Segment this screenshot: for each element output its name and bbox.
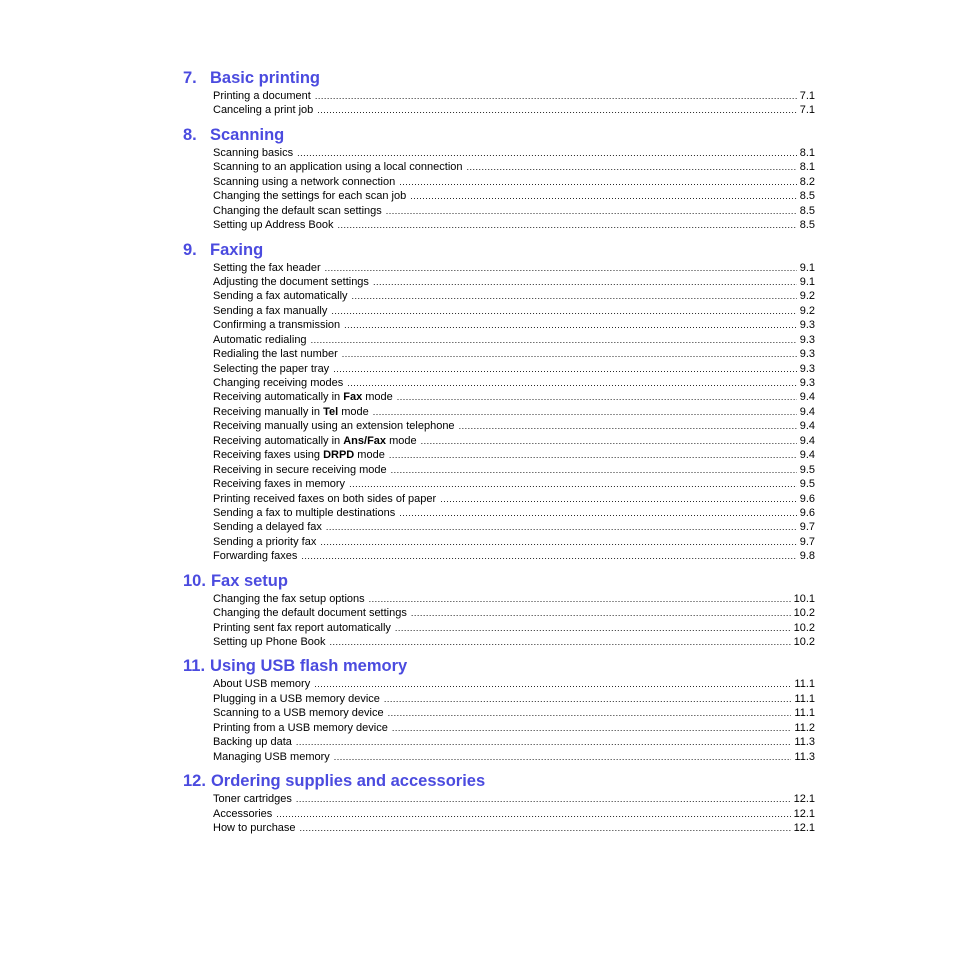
page-number: 11.3: [794, 736, 815, 749]
entry-label: [213, 218, 333, 232]
dot-leader: [296, 792, 791, 806]
dot-leader: [421, 434, 797, 448]
entry-mode-name: Ans/Fax: [343, 434, 387, 447]
section-title: Basic printing: [210, 69, 321, 87]
toc-section: [183, 123, 815, 233]
toc-entry[interactable]: [213, 621, 815, 635]
page-number: 8.5: [799, 204, 815, 217]
toc-entry[interactable]: [213, 606, 815, 620]
page-number: 12.1: [793, 821, 815, 834]
section-title: Fax setup: [210, 571, 288, 590]
page-number: 9.8: [799, 550, 815, 563]
entry-label: [213, 621, 391, 635]
entry-text: Changing the settings for each scan job: [213, 190, 407, 203]
entry-text: Sending a fax manually: [213, 304, 328, 317]
toc-entry[interactable]: [213, 275, 815, 289]
dot-leader: [389, 448, 797, 462]
page-number: 9.4: [799, 405, 815, 418]
toc-entry[interactable]: [213, 706, 815, 720]
entry-label: [213, 750, 330, 764]
page-number: 7.1: [799, 90, 815, 102]
entry-label: [213, 405, 369, 419]
entry-label: [213, 275, 369, 289]
entry-text: Scanning to an application using a local connection: [213, 161, 463, 174]
toc-entry[interactable]: [213, 535, 815, 549]
entry-label: [213, 448, 385, 462]
dot-leader: [317, 103, 796, 117]
toc-entry[interactable]: [213, 333, 815, 347]
dot-leader: [347, 376, 796, 390]
toc-entry[interactable]: [213, 362, 815, 376]
section-heading[interactable]: [183, 569, 815, 593]
entry-text: Changing the default document settings: [213, 607, 407, 620]
entry-label: [213, 506, 395, 520]
dot-leader: [301, 549, 796, 563]
dot-leader: [373, 275, 797, 289]
page-number: 9.4: [799, 391, 815, 404]
dot-leader: [334, 750, 792, 764]
page-number: 9.4: [799, 420, 815, 433]
dot-leader: [440, 492, 797, 506]
toc-entry[interactable]: [213, 692, 815, 706]
dot-leader: [395, 621, 791, 635]
toc-entry[interactable]: [213, 89, 815, 103]
dot-leader: [296, 735, 792, 749]
toc-entry[interactable]: [213, 448, 815, 462]
dot-leader: [342, 347, 797, 361]
entry-text: Sending a priority fax: [213, 535, 317, 548]
entry-text: Sending a delayed fax: [213, 521, 322, 534]
toc-entry[interactable]: [213, 318, 815, 332]
section-number: 9.: [183, 240, 197, 259]
entry-label: [213, 160, 463, 174]
entry-label: [213, 347, 338, 361]
entry-text: Accessories: [213, 807, 273, 820]
entry-label: [213, 318, 340, 332]
page-number: 9.2: [799, 290, 815, 303]
toc-entry[interactable]: [213, 218, 815, 232]
toc-section: [183, 238, 815, 564]
entry-text: Printing from a USB memory device: [213, 721, 388, 734]
entry-label: [213, 606, 407, 620]
dot-leader: [349, 477, 797, 491]
dot-leader: [315, 89, 797, 103]
page-number: 11.2: [794, 721, 815, 734]
entry-text: Toner cartridges: [213, 793, 292, 806]
dot-leader: [325, 261, 797, 275]
entry-text: Changing the fax setup options: [213, 592, 365, 605]
section-number: 11.: [183, 657, 206, 676]
entry-label: [213, 261, 321, 275]
dot-leader: [467, 160, 797, 174]
toc-entry[interactable]: [213, 477, 815, 491]
entry-label: [213, 362, 329, 376]
toc-entry[interactable]: [213, 189, 815, 203]
toc-entry[interactable]: [213, 721, 815, 735]
page-number: 9.7: [799, 521, 815, 534]
entry-label: [213, 175, 395, 189]
page-number: 9.5: [799, 463, 815, 476]
entry-text: Sending a fax to multiple destinations: [213, 506, 396, 519]
toc-entry[interactable]: [213, 204, 815, 218]
page-number: 11.1: [794, 692, 815, 705]
page-number: 10.2: [793, 636, 815, 648]
entry-text: Confirming a transmission: [213, 319, 341, 332]
toc-entry[interactable]: [213, 419, 815, 433]
entry-text: Receiving automatically in: [213, 434, 344, 447]
page-number: 9.1: [799, 261, 815, 274]
page-number: 9.3: [799, 319, 815, 332]
entry-text: About USB memory: [213, 678, 311, 691]
toc-entry[interactable]: [213, 677, 815, 691]
page-number: 9.5: [799, 478, 815, 491]
section-number: 12.: [183, 772, 206, 791]
toc-entry[interactable]: [213, 103, 815, 117]
toc-entry[interactable]: [213, 434, 815, 448]
entry-text: Selecting the paper tray: [213, 362, 330, 375]
page-number: 9.6: [799, 506, 815, 519]
page-number: 8.2: [799, 175, 815, 188]
toc-entry[interactable]: [213, 520, 815, 534]
dot-leader: [373, 405, 797, 419]
dot-leader: [386, 204, 797, 218]
entry-label: [213, 692, 380, 706]
toc-section: [183, 769, 815, 835]
section-title: Using USB flash memory: [210, 657, 408, 676]
entry-text: Printing received faxes on both sides of paper: [213, 492, 437, 505]
dot-leader: [276, 807, 790, 821]
entry-text: Changing receiving modes: [213, 377, 344, 389]
page-number: 11.3: [794, 750, 815, 763]
entry-text: Setting up Address Book: [213, 219, 334, 232]
entry-text-suffix: mode: [338, 405, 369, 418]
entry-text: Printing a document: [213, 90, 311, 102]
page-number: 9.6: [799, 492, 815, 505]
entry-text: Receiving manually using an extension telephone: [213, 420, 455, 433]
page-number: 7.1: [799, 104, 815, 117]
entry-label: [213, 821, 296, 835]
toc-section: [183, 66, 815, 118]
section-number: 10.: [183, 571, 206, 590]
page-number: 9.2: [799, 304, 815, 317]
section-title: Scanning: [210, 125, 285, 144]
entry-label: [213, 677, 310, 691]
page-number: 11.1: [794, 707, 815, 720]
page-number: 9.1: [799, 275, 815, 288]
entry-mode-name: DRPD: [323, 449, 355, 462]
toc-entry[interactable]: [213, 821, 815, 835]
dot-leader: [397, 390, 797, 404]
entry-text-suffix: mode: [354, 449, 385, 462]
entry-label: [213, 333, 307, 347]
dot-leader: [320, 535, 796, 549]
toc-entry[interactable]: [213, 376, 815, 390]
entry-text-suffix: mode: [362, 391, 393, 404]
section-number: 8.: [183, 125, 197, 144]
entry-label: [213, 89, 311, 103]
page-number: 9.3: [799, 377, 815, 389]
table-of-contents: [183, 66, 815, 840]
section-heading[interactable]: [183, 654, 815, 678]
page-number: 10.1: [793, 592, 815, 605]
entry-label: [213, 735, 292, 749]
section-heading[interactable]: [183, 123, 815, 147]
toc-entry[interactable]: [213, 146, 815, 160]
toc-entry[interactable]: [213, 807, 815, 821]
dot-leader: [337, 218, 796, 232]
section-title: Ordering supplies and accessories: [210, 772, 486, 791]
entry-label: [213, 434, 417, 448]
toc-entry[interactable]: [213, 390, 815, 404]
entry-text: Receiving in secure receiving mode: [213, 463, 387, 476]
toc-entry[interactable]: [213, 735, 815, 749]
toc-entry[interactable]: [213, 549, 815, 563]
toc-entry[interactable]: [213, 261, 815, 275]
dot-leader: [399, 175, 796, 189]
entry-text: Scanning basics: [213, 146, 294, 159]
toc-entry[interactable]: [213, 592, 815, 606]
entry-text: Printing sent fax report automatically: [213, 621, 391, 634]
toc-entry[interactable]: [213, 792, 815, 806]
toc-section: [183, 569, 815, 650]
toc-entry[interactable]: [213, 347, 815, 361]
section-title: Faxing: [210, 240, 264, 259]
entry-text: Setting up Phone Book: [213, 636, 326, 648]
entry-text-suffix: mode: [386, 434, 417, 447]
page-number: 9.3: [799, 348, 815, 361]
page-number: 8.1: [799, 161, 815, 174]
dot-leader: [384, 692, 791, 706]
entry-text: Forwarding faxes: [213, 550, 298, 563]
dot-leader: [344, 318, 797, 332]
dot-leader: [314, 677, 791, 691]
entry-text: Receiving faxes in memory: [213, 478, 346, 491]
dot-leader: [333, 362, 797, 376]
entry-text: Receiving automatically in: [213, 391, 344, 404]
dot-leader: [311, 333, 797, 347]
page-number: 9.4: [799, 449, 815, 462]
entry-text: Setting the fax header: [213, 261, 321, 274]
section-heading[interactable]: [183, 769, 815, 793]
toc-section: [183, 654, 815, 764]
dot-leader: [392, 721, 792, 735]
entry-text: Canceling a print job: [213, 104, 314, 117]
dot-leader: [369, 592, 791, 606]
section-heading[interactable]: [183, 238, 815, 262]
entry-text: Scanning using a network connection: [213, 175, 396, 188]
toc-entry[interactable]: [213, 160, 815, 174]
entry-mode-name: Tel: [323, 405, 339, 418]
dot-leader: [388, 706, 792, 720]
entry-label: [213, 304, 327, 318]
entry-text: How to purchase: [213, 821, 296, 834]
page-number: 9.3: [799, 333, 815, 346]
toc-entry[interactable]: [213, 635, 815, 649]
entry-text: Changing the default scan settings: [213, 204, 382, 217]
toc-entry[interactable]: [213, 304, 815, 318]
entry-mode-name: Fax: [343, 391, 363, 404]
dot-leader: [352, 289, 797, 303]
entry-text: Scanning to a USB memory device: [213, 707, 384, 720]
entry-label: [213, 376, 343, 390]
entry-label: [213, 419, 455, 433]
entry-label: [213, 635, 326, 649]
toc-entry[interactable]: [213, 506, 815, 520]
entry-label: [213, 706, 384, 720]
entry-text: Automatic redialing: [213, 333, 307, 346]
entry-label: [213, 390, 393, 404]
entry-label: [213, 189, 406, 203]
page-number: 9.4: [799, 434, 815, 447]
entry-label: [213, 463, 387, 477]
entry-label: [213, 204, 382, 218]
entry-label: [213, 520, 322, 534]
entry-label: [213, 535, 316, 549]
dot-leader: [411, 606, 791, 620]
page-number: 8.5: [799, 219, 815, 232]
page-number: 8.1: [799, 146, 815, 159]
dot-leader: [459, 419, 797, 433]
dot-leader: [399, 506, 796, 520]
page-number: 11.1: [794, 678, 815, 691]
page-number: 10.2: [793, 621, 815, 634]
toc-entry[interactable]: [213, 492, 815, 506]
entry-label: [213, 477, 345, 491]
dot-leader: [331, 304, 796, 318]
dot-leader: [391, 463, 797, 477]
entry-label: [213, 103, 313, 117]
entry-label: [213, 592, 365, 606]
page-number: 10.2: [793, 607, 815, 620]
page-number: 9.3: [799, 362, 815, 375]
entry-label: [213, 721, 388, 735]
entry-label: [213, 492, 436, 506]
dot-leader: [326, 520, 797, 534]
dot-leader: [297, 146, 797, 160]
entry-text: Receiving faxes using: [213, 449, 324, 462]
page-number: 12.1: [793, 807, 815, 820]
entry-text: Backing up data: [213, 736, 292, 749]
entry-label: [213, 792, 292, 806]
page-number: 9.7: [799, 535, 815, 548]
entry-label: [213, 549, 297, 563]
dot-leader: [300, 821, 791, 835]
entry-text: Sending a fax automatically: [213, 290, 348, 303]
toc-entry[interactable]: [213, 750, 815, 764]
entry-label: [213, 807, 272, 821]
entry-text: Managing USB memory: [213, 750, 330, 763]
page-number: 12.1: [793, 793, 815, 806]
toc-entry[interactable]: [213, 463, 815, 477]
dot-leader: [330, 635, 791, 649]
toc-entry[interactable]: [213, 405, 815, 419]
toc-entry[interactable]: [213, 289, 815, 303]
dot-leader: [410, 189, 796, 203]
entry-text: Redialing the last number: [213, 348, 338, 361]
entry-text: Adjusting the document settings: [213, 275, 369, 288]
entry-text: Plugging in a USB memory device: [213, 692, 380, 705]
entry-text: Receiving manually in: [213, 405, 324, 418]
toc-entry[interactable]: [213, 175, 815, 189]
page-number: 8.5: [799, 190, 815, 203]
section-heading[interactable]: [183, 66, 815, 90]
section-number: 7.: [183, 69, 197, 87]
entry-label: [213, 289, 348, 303]
entry-label: [213, 146, 293, 160]
